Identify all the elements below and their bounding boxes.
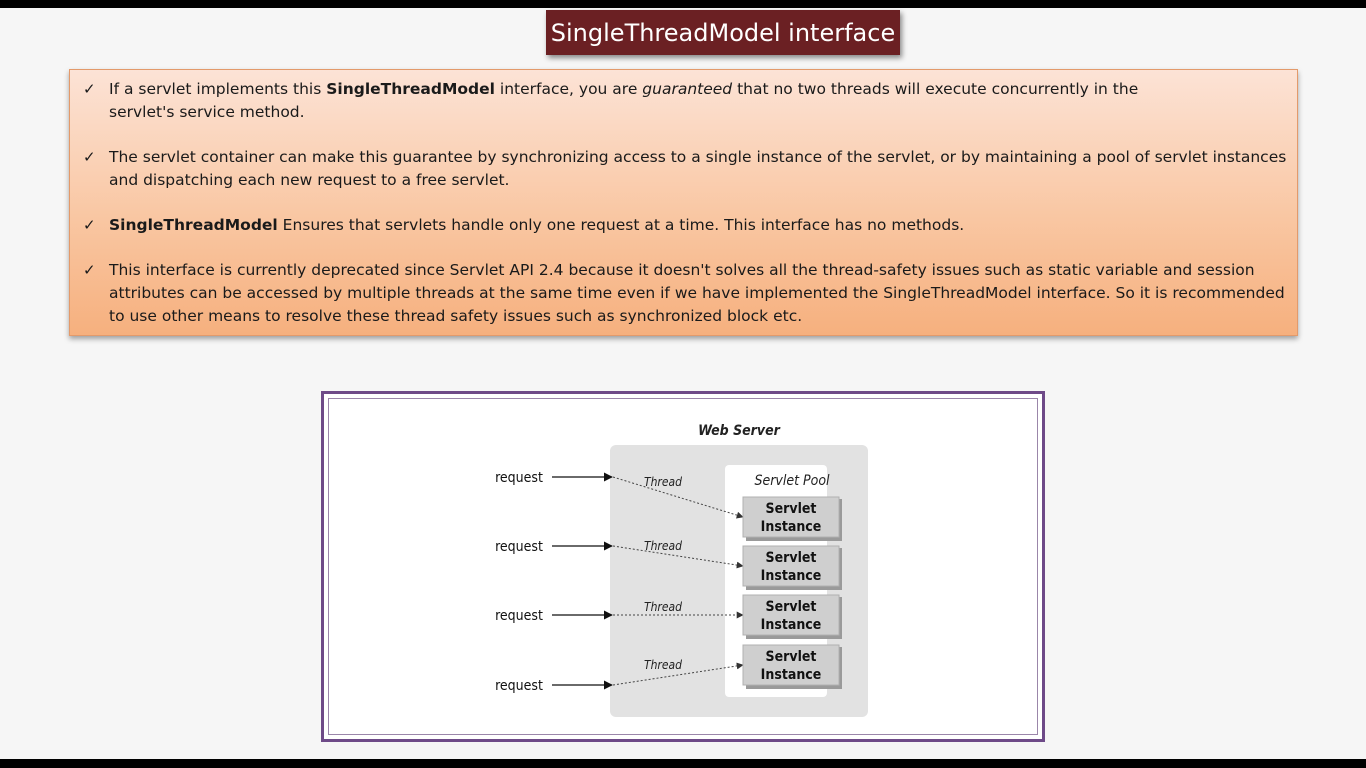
- bullet-text: Ensures that servlets handle only one request at a time. This interface has no methods.: [277, 216, 965, 234]
- bottom-black-bar: [0, 759, 1366, 768]
- diagram-canvas: [328, 398, 1038, 735]
- servlet-pool-label: Servlet Pool: [754, 473, 830, 489]
- servlet-instance-label: Servlet: [765, 550, 817, 566]
- checkmark-icon: ✓: [83, 80, 96, 98]
- checkmark-icon: ✓: [83, 261, 96, 279]
- request-label: request: [495, 608, 543, 624]
- bullet-text: interface, you are: [494, 80, 643, 98]
- servlet-instance-label: Instance: [760, 568, 822, 584]
- diagram-frame: [321, 391, 1045, 742]
- bullet-text: servlet's service method.: [109, 103, 305, 121]
- thread-label: Thread: [644, 658, 682, 672]
- bullet-item: [83, 146, 1287, 192]
- bullet-text: This interface is currently deprecated since Servlet API 2.4 because it doesn't solves all the thread-safety issues such as static variable and session attributes can be accessed by multiple threads at the same time even if we have implemented the SingleThreadModel interface. So it is recommended to use other means to resolve these thread safety issues such as synchronized block etc.: [109, 261, 1285, 325]
- servlet-instance-label: Instance: [760, 519, 822, 535]
- bullet-bold-text: SingleThreadModel: [326, 80, 495, 98]
- request-label: request: [495, 470, 543, 486]
- request-label: request: [495, 678, 543, 694]
- bullet-text: If a servlet implements this: [109, 80, 327, 98]
- servlet-instance-label: Instance: [760, 667, 822, 683]
- slide-title: SingleThreadModel interface: [546, 10, 900, 55]
- thread-label: Thread: [644, 475, 682, 489]
- bullet-item: [83, 78, 1287, 124]
- thread-label: Thread: [644, 539, 682, 553]
- top-black-bar: [0, 0, 1366, 8]
- bullet-italic-text: guaranteed: [642, 80, 733, 98]
- bullet-bold-text: SingleThreadModel: [109, 216, 278, 234]
- bullet-item: [83, 214, 1287, 237]
- servlet-instance-label: Instance: [760, 617, 822, 633]
- checkmark-icon: ✓: [83, 148, 96, 166]
- bullet-item: [83, 259, 1287, 328]
- thread-label: Thread: [644, 600, 682, 614]
- content-panel: [69, 69, 1298, 336]
- servlet-instance-label: Servlet: [765, 599, 817, 615]
- checkmark-icon: ✓: [83, 216, 96, 234]
- bullet-text: that no two threads will execute concurrently in the: [732, 80, 1139, 98]
- request-label: request: [495, 539, 543, 555]
- bullet-text: The servlet container can make this guarantee by synchronizing access to a single instance of the servlet, or by maintaining a pool of servlet instances and dispatching each new request to a free servlet.: [109, 148, 1287, 189]
- servlet-instance-label: Servlet: [765, 501, 817, 517]
- servlet-instance-label: Servlet: [765, 649, 817, 665]
- servlet-pool-diagram: [329, 399, 1043, 740]
- web-server-label: Web Server: [698, 423, 780, 439]
